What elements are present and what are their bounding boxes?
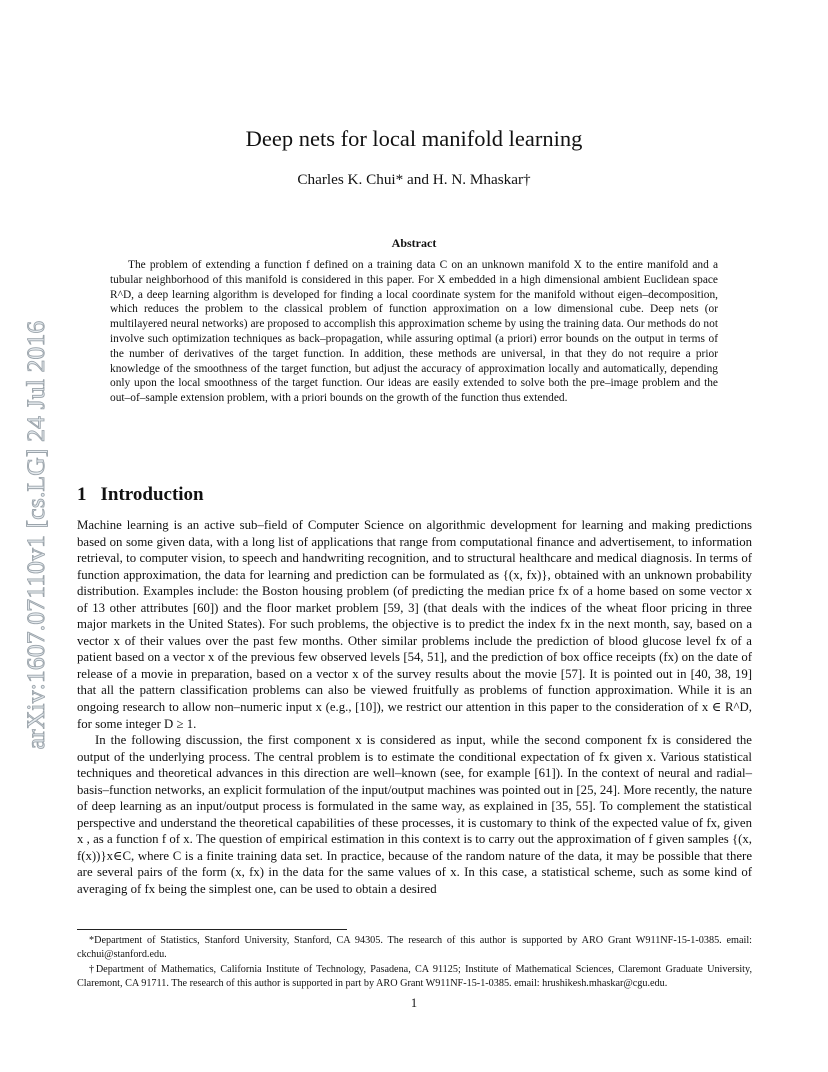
section-heading: [77, 484, 204, 506]
arxiv-identifier-stamp: arXiv:1607.07110v1 [cs.LG] 24 Jul 2016: [21, 320, 50, 750]
abstract-text: The problem of extending a function f defined on a training data C on an unknown manifold X to the entire manifold and a tubular neighborhood of this manifold is considered in this paper. For X embedded in a high dimensional ambient Euclidean space R^D, a deep learning algorithm is developed for finding a local coordinate system for the manifold without eigen–decomposition, which reduces the problem to the classical problem of function approximation on a low dimensional cube. Deep nets (or multilayered neural networks) are proposed to accomplish this approximation scheme by using the training data. Our methods do not involve such optimization techniques as back–propagation, while assuring optimal (a priori) error bounds on the output in terms of the number of derivatives of the target function. In addition, these methods are universal, in that they do not require a prior knowledge of the smoothness of the target function, but adjust the accuracy of approximation locally and automatically, depending only upon the local smoothness of the target function. Our ideas are easily extended to solve both the pre–image problem and the out–of–sample extension problem, with a priori bounds on the growth of the function thus extended.: [110, 259, 718, 405]
footnotes: [77, 934, 752, 990]
section-title: Introduction: [100, 484, 204, 505]
paper-authors: Charles K. Chui* and H. N. Mhaskar†: [297, 171, 531, 188]
footnote: †Department of Mathematics, California Institute of Technology, Pasadena, CA 91125; Institute of Mathematical Sciences, Claremont Graduate University, Claremont, CA 91711. The research of this author is supported in part by ARO Grant W911NF-15-1-0385. email: hrushikesh.mhaskar@cgu.edu.: [77, 964, 752, 989]
paragraph: In the following discussion, the first component x is considered as input, while the second component fx is considered the output of the underlying process. The central problem is to estimate the conditional expectation of fx given x. Various statistical techniques and theoretical advances in this direction are well–known (see, for example [61]). In the context of neural and radial–basis–function networks, an explicit formulation of the input/output machines was pointed out in [25, 24]. More recently, the nature of deep learning as an input/output process is formulated in the same way, as explained in [35, 55]. To complement the statistical perspective and understand the theoretical capabilities of these processes, it is customary to think of the expected value of fx, given x , as a function f of x. The question of empirical estimation in this context is to carry out the approximation of f given samples {(x, f(x))}x∈C, where C is a finite training data set. In practice, because of the random nature of the data, it may be possible that there are several pairs of the form (x, fx) in the data for the same values of x. In this case, a statistical scheme, such as some kind of averaging of fx being the simplest one, can be used to obtain a desired: [77, 733, 752, 897]
paper-title: Deep nets for local manifold learning: [245, 126, 583, 151]
section-number: 1: [77, 484, 87, 505]
paragraph: Machine learning is an active sub–field of Computer Science on algorithmic development for learning and making predictions based on some given data, with a long list of applications that range from computational finance and advertisement, to information retrieval, to computer vision, to speech and handwriting recognition, and to structural healthcare and medical diagnosis. In terms of function approximation, the data for learning and prediction can be formulated as {(x, fx)}, obtained with an unknown probability distribution. Examples include: the Boston housing problem (of predicting the median price fx of a home based on some vector x of 13 other attributes [60]) and the floor market problem [59, 3] (that deals with the indices of the wheat floor pricing in three major markets in the United States). For such problems, the objective is to predict the index fx in the next month, say, based on a vector x of their values over the past few months. Other similar problems include the prediction of blood glucose level fx of a patient based on a vector x of the previous few observed levels [54, 51], and the prediction of box office receipts (fx) on the date of release of a movie in preparation, based on a vector x of the survey results about the movie [57]. It is pointed out in [40, 38, 19] that all the pattern classification problems can also be viewed fruitfully as problems of function approximation. While it is an ongoing research to allow non–numeric input x (e.g., [10]), we restrict our attention in this paper to the consideration of x ∈ R^D, for some integer D ≥ 1.: [77, 518, 752, 731]
page-number: 1: [410, 996, 418, 1010]
footnote: *Department of Statistics, Stanford University, Stanford, CA 94305. The research of this author is supported by ARO Grant W911NF-15-1-0385. email: ckchui@stanford.edu.: [77, 935, 752, 960]
introduction-body: [77, 517, 752, 898]
footnote-rule: [77, 929, 347, 930]
abstract-heading: Abstract: [391, 236, 437, 250]
